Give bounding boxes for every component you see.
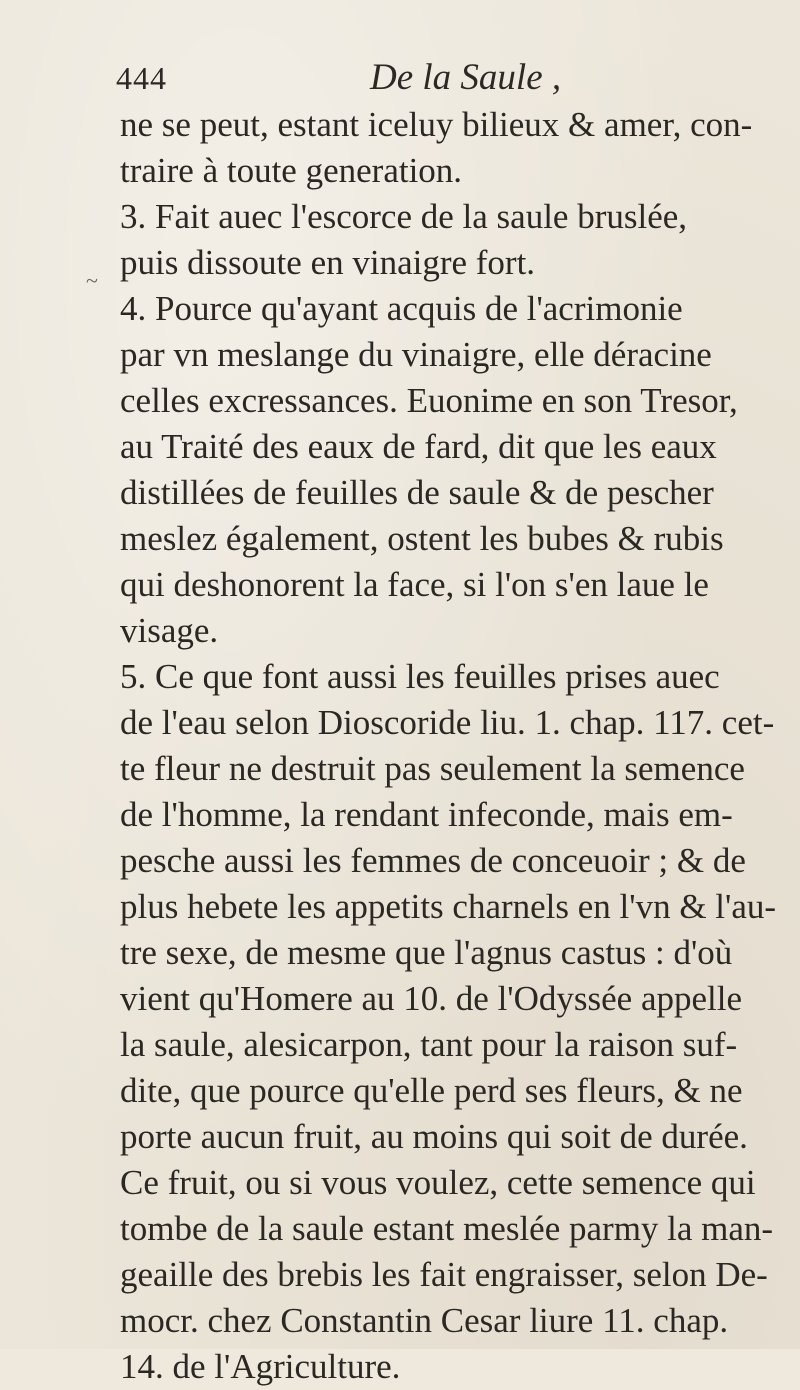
text-line: de l'eau selon Dioscoride liu. 1. chap. 117. cet- [120, 703, 775, 742]
text-line: de l'homme, la rendant infeconde, mais em- [120, 795, 733, 834]
text-line: 5. Ce que font aussi les feuilles prises auec [120, 657, 720, 696]
text-line: visage. [120, 611, 219, 650]
text-line: mocr. chez Constantin Cesar liure 11. chap. [120, 1301, 729, 1340]
text-line: la saule, alesicarpon, tant pour la raison suf- [120, 1025, 738, 1064]
text-line: te fleur ne destruit pas seulement la semence [120, 749, 745, 788]
text-line: pesche aussi les femmes de conceuoir ; & de [120, 841, 746, 880]
text-line: tombe de la saule estant meslée parmy la man- [120, 1209, 774, 1248]
text-line: meslez également, ostent les bubes & rubis [120, 519, 724, 558]
text-line: plus hebete les appetits charnels en l'vn & l'au- [120, 887, 777, 926]
text-line: tre sexe, de mesme que l'agnus castus : d'où [120, 933, 733, 972]
body-text [120, 102, 795, 1390]
text-line: dite, que pource qu'elle perd ses fleurs, & ne [120, 1071, 743, 1110]
page-header [116, 52, 716, 98]
text-line: puis dissoute en vinaigre fort. [120, 243, 536, 282]
text-line: ne se peut, estant iceluy bilieux & amer, con- [120, 105, 753, 144]
page-number: 444 [116, 60, 167, 96]
text-line: par vn meslange du vinaigre, elle déracine [120, 335, 712, 374]
text-line: Ce fruit, ou si vous voulez, cette semence qui [120, 1163, 756, 1202]
running-head: De la Saule , [370, 57, 562, 98]
text-line: 14. de l'Agriculture. [120, 1347, 401, 1386]
text-line: distillées de feuilles de saule & de pescher [120, 473, 714, 512]
text-line: qui deshonorent la face, si l'on s'en laue le [120, 565, 709, 604]
text-line: porte aucun fruit, au moins qui soit de durée. [120, 1117, 748, 1156]
text-line: vient qu'Homere au 10. de l'Odyssée appelle [120, 979, 743, 1018]
text-line: 3. Fait auec l'escorce de la saule bruslée, [120, 197, 688, 236]
text-line: 4. Pource qu'ayant acquis de l'acrimonie [120, 289, 683, 328]
margin-mark: ~ [86, 268, 98, 293]
text-line: celles excressances. Euonime en son Tresor, [120, 381, 738, 420]
text-line: au Traité des eaux de fard, dit que les eaux [120, 427, 717, 466]
text-line: traire à toute generation. [120, 151, 463, 190]
text-line: geaille des brebis les fait engraisser, selon De- [120, 1255, 768, 1294]
